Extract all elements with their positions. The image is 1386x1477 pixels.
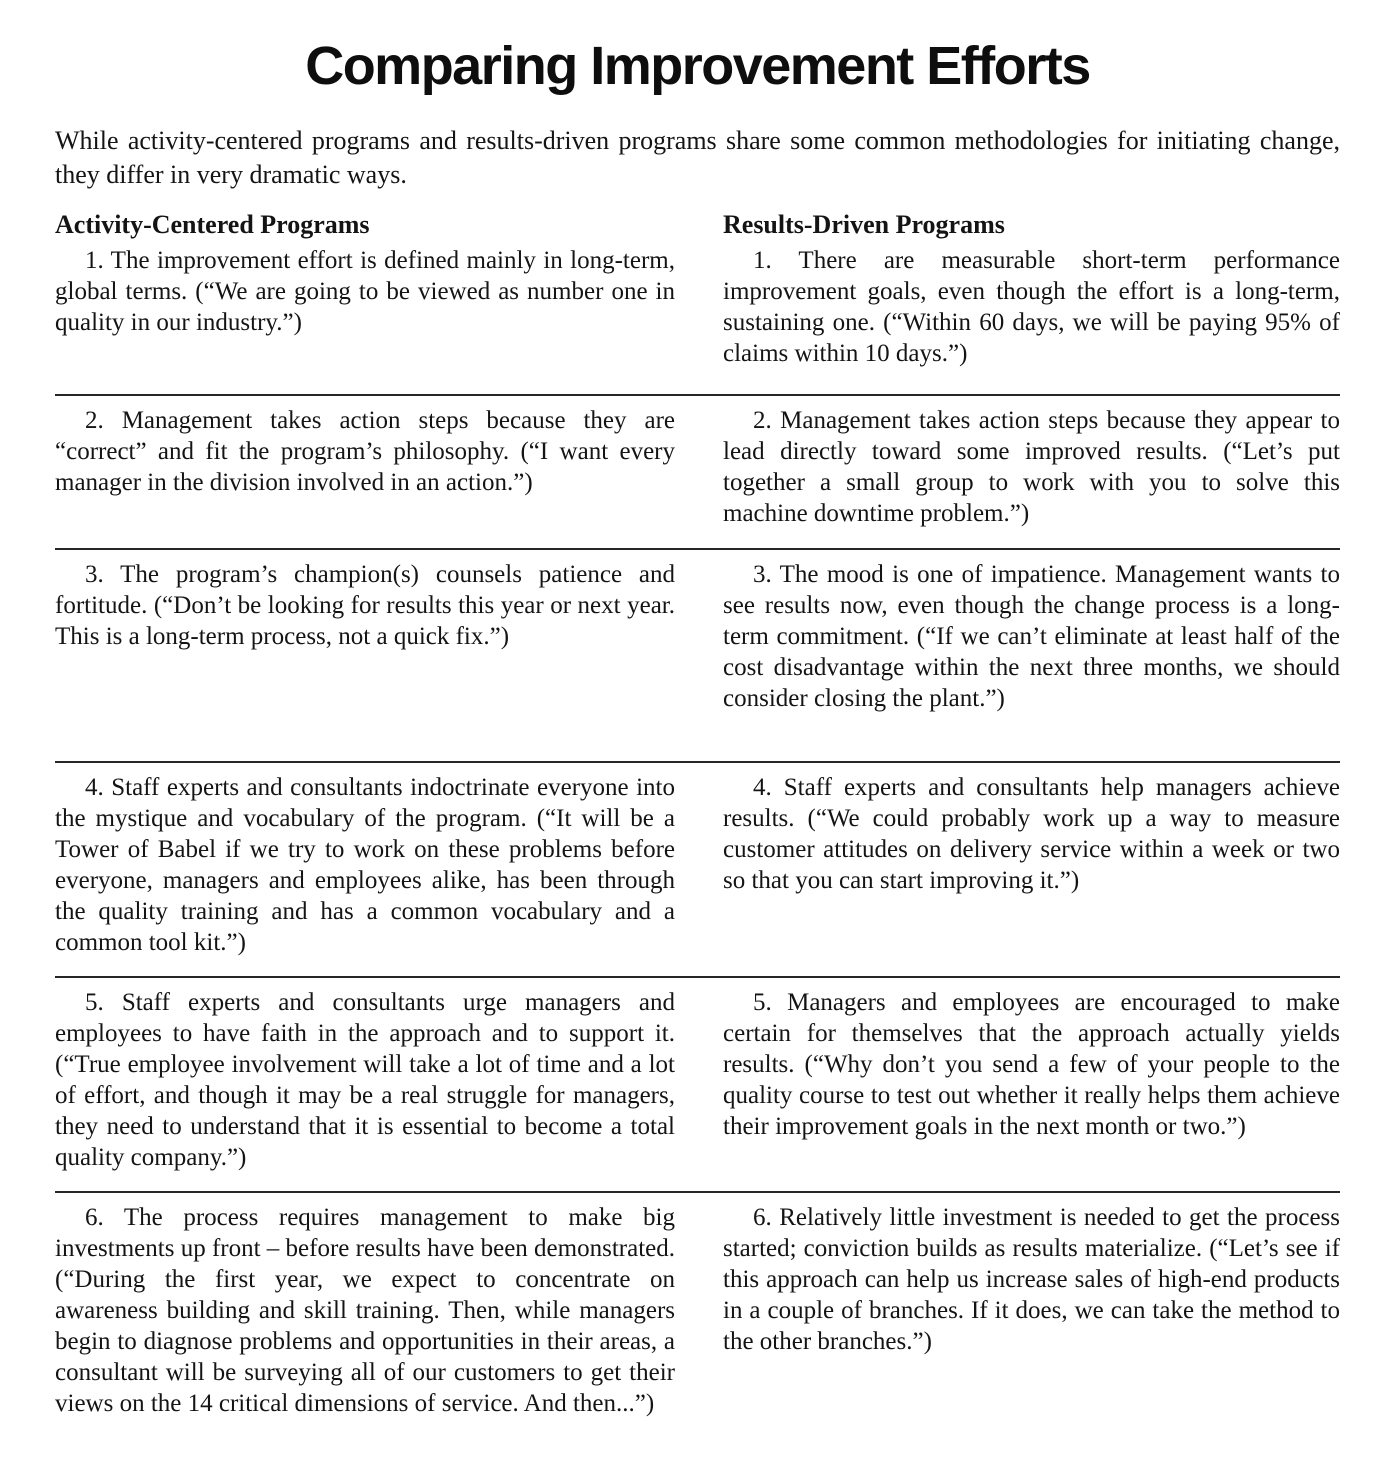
results-item-6: 6. Relatively little investment is needed to get the process started; conviction builds as results materialize. (“Let’s see if this approach can help us increase sales of high-end products in a couple of branches. If it does, we can take the method to the other branches.”) bbox=[723, 1204, 1340, 1355]
results-item-5: 5. Managers and employees are encouraged to make certain for themselves that the approach actually yields results. (“Why don’t you send a few of your people to the quality course to test out whether it really helps them achieve their improvement goals in the next month or two.”) bbox=[723, 989, 1340, 1140]
comparison-row-1 bbox=[55, 243, 1340, 394]
comparison-row-4 bbox=[55, 761, 1340, 976]
activity-item-5: 5. Staff experts and consultants urge managers and employees to have faith in the approach and to support it. (“True employee involvement will take a lot of time and a lot of effort, and though it may be a real struggle for managers, they need to understand that it is essential to become a total quality company.”) bbox=[55, 989, 675, 1171]
comparison-row-2 bbox=[55, 394, 1340, 548]
activity-item-3: 3. The program’s champion(s) counsels patience and fortitude. (“Don’t be looking for results this year or next year. This is a long-term process, not a quick fix.”) bbox=[55, 561, 675, 650]
activity-item-4: 4. Staff experts and consultants indoctrinate everyone into the mystique and vocabulary of the program. (“It will be a Tower of Babel if we try to work on these problems before everyone, managers and employees alike, has been through the quality training and has a common vocabulary and a common tool kit.”) bbox=[55, 774, 675, 956]
results-item-3: 3. The mood is one of impatience. Management wants to see results now, even though the change process is a long-term commitment. (“If we can’t eliminate at least half of the cost disadvantage within the next three months, we should consider closing the plant.”) bbox=[723, 561, 1340, 712]
column-header-results-driven: Results-Driven Programs bbox=[723, 210, 1005, 239]
column-headers bbox=[55, 209, 1340, 243]
activity-item-2: 2. Management takes action steps because they are “correct” and fit the program’s philosophy. (“I want every manager in the division involved in an action.”) bbox=[55, 407, 675, 496]
column-header-activity-centered: Activity-Centered Programs bbox=[55, 210, 370, 239]
intro-paragraph: While activity-centered programs and results-driven programs share some common methodologies for initiating change, they differ in very dramatic ways. bbox=[55, 126, 1340, 189]
results-item-4: 4. Staff experts and consultants help managers achieve results. (“We could probably work up a way to measure customer attitudes on delivery service within a week or two so that you can start improving it.”) bbox=[723, 774, 1340, 894]
results-item-1: 1. There are measurable short-term performance improvement goals, even though the effort is a long-term, sustaining one. (“Within 60 days, we will be paying 95% of claims within 10 days.”) bbox=[723, 247, 1340, 367]
activity-item-1: 1. The improvement effort is defined mainly in long-term, global terms. (“We are going to be viewed as number one in quality in our industry.”) bbox=[55, 247, 675, 336]
comparison-row-6 bbox=[55, 1191, 1340, 1477]
comparison-row-5 bbox=[55, 976, 1340, 1191]
page-title: Comparing Improvement Efforts bbox=[305, 36, 1090, 96]
comparison-row-3 bbox=[55, 548, 1340, 761]
results-item-2: 2. Management takes action steps because they appear to lead directly toward some improved results. (“Let’s put together a small group to work with you to solve this machine downtime problem.”) bbox=[723, 407, 1340, 527]
activity-item-6: 6. The process requires management to make big investments up front – before results have been demonstrated. (“During the first year, we expect to concentrate on awareness building and skill training. Then, while managers begin to diagnose problems and opportunities in their areas, a consultant will be surveying all of our customers to get their views on the 14 critical dimensions of service. And then...”) bbox=[55, 1204, 675, 1417]
